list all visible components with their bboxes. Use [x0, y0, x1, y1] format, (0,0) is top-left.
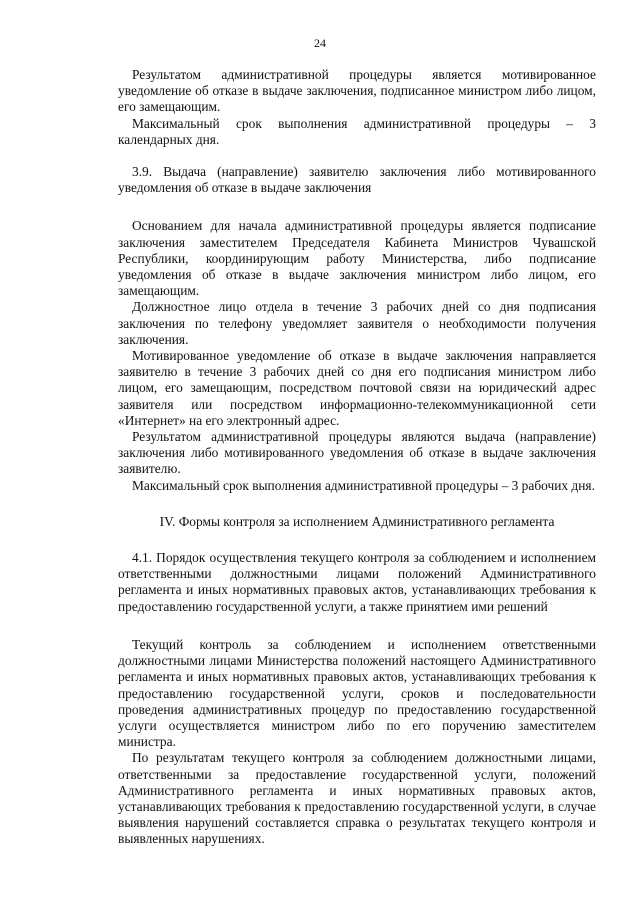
spacer: [118, 148, 596, 164]
paragraph-procedure-result: Результатом административной процедуры является мотивированное уведомление об отказе в выдаче заключения, подписанное министром либо лицом, его замещающим.: [118, 67, 596, 115]
section-heading-3-9: 3.9. Выдача (направление) заявителю заключения либо мотивированного уведомления об отказе в выдаче заключения: [118, 164, 596, 196]
paragraph-max-term-calendar: Максимальный срок выполнения административной процедуры – 3 календарных дня.: [118, 115, 596, 147]
chapter-heading-iv: IV. Формы контроля за исполнением Административного регламента: [159, 513, 555, 529]
paragraph-notification: Должностное лицо отдела в течение 3 рабочих дней со дня подписания заключения по телефону уведомляет заявителя о необходимости получения заключения.: [118, 299, 596, 347]
spacer: [118, 615, 596, 637]
paragraph-issuance-result: Результатом административной процедуры являются выдача (направление) заключения либо мотивированного уведомления об отказе в выдаче заключения заявителю.: [118, 429, 596, 477]
paragraph-basis: Основанием для начала административной процедуры является подписание заключения заместителем Председателя Кабинета Министров Чувашской Республики, координирующим работу Министерства, либо подписание уведомления об отказе в выдаче заключения министром либо лицом, его замещающим.: [118, 218, 596, 299]
spacer: [118, 196, 596, 218]
spacer: [118, 530, 596, 550]
paragraph-max-term-working: Максимальный срок выполнения административной процедуры – 3 рабочих дня.: [132, 477, 595, 493]
section-heading-4-1: 4.1. Порядок осуществления текущего контроля за соблюдением и исполнением ответственными должностными лицами положений Административного регламента и иных нормативных правовых актов, устанавливающих требования к предоставлению государственной услуги, а также принятием ими решений: [118, 550, 596, 614]
page-number: 24: [314, 36, 326, 50]
paragraph-control-results: По результатам текущего контроля за соблюдением должностными лицами, ответственными за предоставление государственной услуги, положений Административного регламента и иных нормативных правовых актов, устанавливающих требования к предоставлению государственной услуги, в случае выявления нарушений составляется справка о результатах текущего контроля и выявленных нарушениях.: [118, 750, 596, 847]
spacer: [118, 494, 596, 514]
paragraph-refusal-sending: Мотивированное уведомление об отказе в выдаче заключения направляется заявителю в течение 3 рабочих дней со дня его подписания министром либо лицом, его замещающим, посредством почтовой связи на юридический адрес заявителя или посредством информационно-телекоммуникационной сети «Интернет» на его электронный адрес.: [118, 348, 596, 428]
paragraph-current-control: Текущий контроль за соблюдением и исполнением ответственными должностными лицами Министерства положений настоящего Административного регламента и иных нормативных правовых актов, устанавливающих требования к предоставлению государственной услуги, сроков и последовательности проведения административных процедур по предоставлению государственной услуги осуществляется министром либо по его поручению заместителем министра.: [118, 636, 596, 750]
document-body: [118, 67, 596, 848]
